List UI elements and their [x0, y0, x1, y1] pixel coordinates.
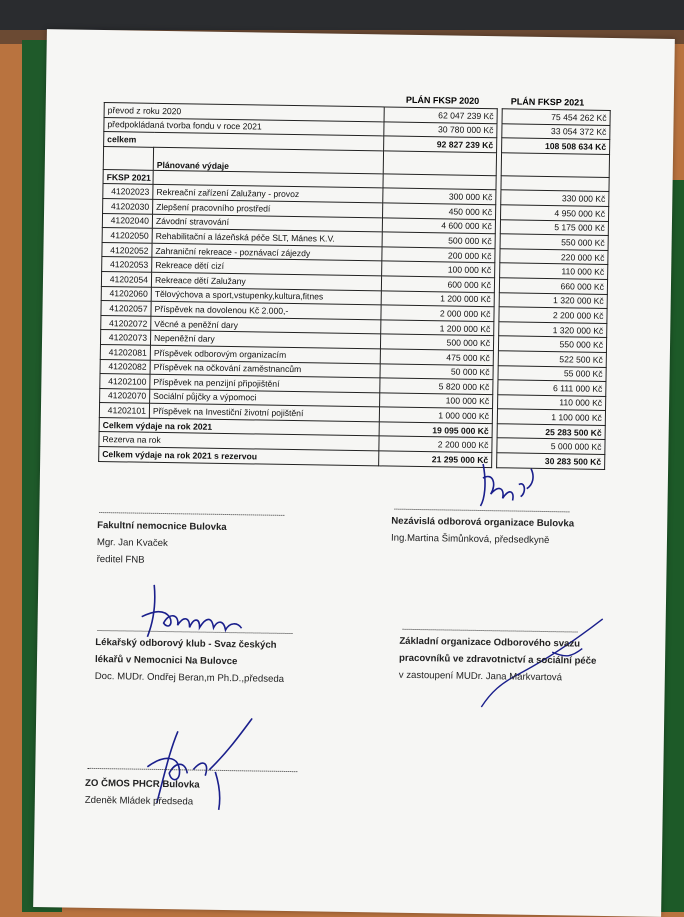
account-code: 41202101	[99, 403, 149, 418]
value-2021: 55 000 Kč	[498, 365, 606, 381]
account-code: 41202060	[101, 286, 151, 301]
signatory-fnb-name: Mgr. Jan Kvaček	[96, 536, 168, 550]
expense-name: Příspěvek na očkování zaměstnancům	[150, 360, 380, 378]
value-2021: 33 054 372 Kč	[502, 123, 610, 139]
value-2020: 100 000 Kč	[380, 393, 493, 409]
expense-name: Příspěvek odborovým organizacím	[150, 345, 380, 363]
value-2021: 1 320 000 Kč	[499, 292, 607, 308]
value-2020: 475 000 Kč	[380, 349, 493, 365]
expense-name: Příspěvek na Investiční životní pojištění	[149, 404, 379, 422]
signatory-zakladni-org2: pracovníků ve zdravotnictví a sociální péče	[399, 652, 597, 667]
total-label: Celkem výdaje na rok 2021 s rezervou	[99, 447, 379, 466]
value-2021: 5 175 000 Kč	[500, 219, 608, 235]
account-code: 41202081	[100, 344, 150, 359]
value-2021: 4 950 000 Kč	[501, 205, 609, 221]
signatory-zo-cmos-name: Zdeněk Mládek předseda	[84, 794, 194, 808]
fksp-year-label: FKSP 2021	[103, 169, 153, 184]
value-2021: 330 000 Kč	[501, 190, 609, 206]
account-code: 41202023	[103, 184, 153, 199]
expense-name: Rekreační zařízení Zalužany - provoz	[153, 185, 383, 203]
signatory-nezavisla	[391, 513, 574, 550]
signature-nezavisla-scribble	[474, 454, 545, 515]
empty-cell	[383, 151, 496, 176]
value-2020: 19 095 000 Kč	[379, 422, 492, 438]
summary-label: předpokládaná tvorba fondu v roce 2021	[104, 117, 384, 136]
value-2020: 1 000 000 Kč	[379, 407, 492, 423]
value-2020: 100 000 Kč	[382, 261, 495, 277]
signatory-lekarsky-org2: lékařů v Nemocnici Na Bulovce	[94, 653, 238, 668]
value-2021: 75 454 262 Kč	[502, 109, 610, 125]
expense-name: Rekreace dětí cizí	[152, 258, 382, 276]
value-2020: 2 000 000 Kč	[381, 305, 494, 321]
signatory-lekarsky-name: Doc. MUDr. Ondřej Beran,m Ph.D.,předseda	[94, 670, 285, 685]
expense-name: Sociální půjčky a výpomoci	[150, 389, 380, 407]
value-2020: 300 000 Kč	[383, 188, 496, 204]
signatory-zakladni-org1: Základní organizace Odborového svazu	[399, 635, 581, 650]
value-2020: 1 200 000 Kč	[381, 320, 494, 336]
signatory-zakladni-name: v zastoupení MUDr. Jana Markvartová	[398, 669, 563, 684]
value-2020: 600 000 Kč	[381, 276, 494, 292]
signatory-fnb-role: ředitel FNB	[96, 553, 145, 566]
value-2021: 6 111 000 Kč	[498, 380, 606, 396]
fksp-table-body	[99, 103, 611, 470]
value-2020: 500 000 Kč	[380, 334, 493, 350]
signatory-fnb	[96, 517, 226, 570]
empty-cell	[501, 153, 609, 178]
value-2021: 110 000 Kč	[498, 394, 606, 410]
expense-name: Tělovýchova a sport,vstupenky,kultura,fitnes	[151, 287, 381, 305]
planned-expenses-label: Plánované výdaje	[153, 147, 383, 174]
empty-cell	[103, 146, 153, 170]
total-label: Celkem výdaje na rok 2021	[99, 417, 379, 436]
expense-name: Rekreace dětí Zalužany	[151, 272, 381, 290]
value-2020: 4 600 000 Kč	[382, 217, 495, 233]
expense-name: Závodní stravování	[152, 214, 382, 232]
value-2020: 5 820 000 Kč	[380, 378, 493, 394]
value-2020: 50 000 Kč	[380, 363, 493, 379]
signature-line-fnb	[99, 512, 284, 516]
value-2021: 108 508 634 Kč	[502, 138, 610, 154]
value-2021: 1 320 000 Kč	[499, 321, 607, 337]
value-2020: 450 000 Kč	[383, 203, 496, 219]
value-2021: 550 000 Kč	[498, 336, 606, 352]
value-2020: 1 200 000 Kč	[381, 290, 494, 306]
total-label: Rezerva na rok	[99, 432, 379, 451]
value-2021: 522 500 Kč	[498, 351, 606, 367]
document-page	[33, 29, 675, 917]
account-code: 41202100	[100, 374, 150, 389]
expense-name: Příspěvek na dovolenou Kč 2.000,-	[151, 301, 381, 319]
account-code: 41202050	[102, 228, 152, 243]
signatory-zo-cmos	[85, 775, 200, 811]
account-code: 41202082	[100, 359, 150, 374]
account-code: 41202072	[101, 315, 151, 330]
value-2021: 550 000 Kč	[500, 234, 608, 250]
expense-name: Nepeněžní dary	[150, 331, 380, 349]
empty-cell	[501, 176, 609, 192]
value-2021: 5 000 000 Kč	[497, 438, 605, 454]
expense-name: Příspěvek na penzijní připojištění	[150, 374, 380, 392]
expense-name: Věcné a peněžní dary	[151, 316, 381, 334]
account-code: 41202030	[103, 198, 153, 213]
account-code: 41202053	[102, 257, 152, 272]
plan-header-2021: PLÁN FKSP 2021	[510, 96, 585, 108]
expense-name: Zahraniční rekreace - poznávací zájezdy	[152, 243, 382, 261]
value-2021: 30 283 500 Kč	[497, 453, 605, 469]
summary-label: převod z roku 2020	[104, 103, 384, 122]
expense-name: Rehabilitační a lázeňská péče SLT, Mánes K.V.	[152, 228, 382, 246]
value-2021: 1 100 000 Kč	[497, 409, 605, 425]
signatory-zo-cmos-org: ZO ČMOS PHCR Bulovka	[85, 777, 200, 791]
value-2021: 660 000 Kč	[499, 278, 607, 294]
expense-name: Zlepšení pracovního prostředí	[153, 199, 383, 217]
value-2021: 2 200 000 Kč	[499, 307, 607, 323]
signatory-nezavisla-name: Ing.Martina Šimůnková, předsedkyně	[390, 532, 550, 547]
value-2020: 62 047 239 Kč	[384, 107, 497, 123]
value-2020: 92 827 239 Kč	[384, 136, 497, 152]
value-2020: 21 295 000 Kč	[379, 451, 492, 467]
value-2020: 2 200 000 Kč	[379, 436, 492, 452]
fksp-table	[98, 102, 611, 470]
account-code: 41202040	[102, 213, 152, 228]
signatory-fnb-org: Fakultní nemocnice Bulovka	[97, 519, 227, 534]
value-2021: 25 283 500 Kč	[497, 424, 605, 440]
value-2020: 200 000 Kč	[382, 247, 495, 263]
account-code: 41202052	[102, 242, 152, 257]
value-2021: 220 000 Kč	[500, 249, 608, 265]
value-2020: 500 000 Kč	[382, 232, 495, 248]
account-code: 41202070	[100, 388, 150, 403]
value-2020: 30 780 000 Kč	[384, 122, 497, 138]
account-code: 41202057	[101, 301, 151, 316]
signatory-lekarsky	[95, 634, 285, 688]
signatory-zakladni	[399, 633, 597, 687]
value-2021: 110 000 Kč	[500, 263, 608, 279]
plan-header-2020: PLÁN FKSP 2020	[405, 94, 480, 106]
account-code: 41202073	[100, 330, 150, 345]
account-code: 41202054	[101, 271, 151, 286]
signatory-lekarsky-org1: Lékařský odborový klub - Svaz českých	[95, 636, 277, 651]
summary-label: celkem	[104, 132, 384, 151]
signatory-nezavisla-org: Nezávislá odborová organizace Bulovka	[391, 515, 575, 530]
